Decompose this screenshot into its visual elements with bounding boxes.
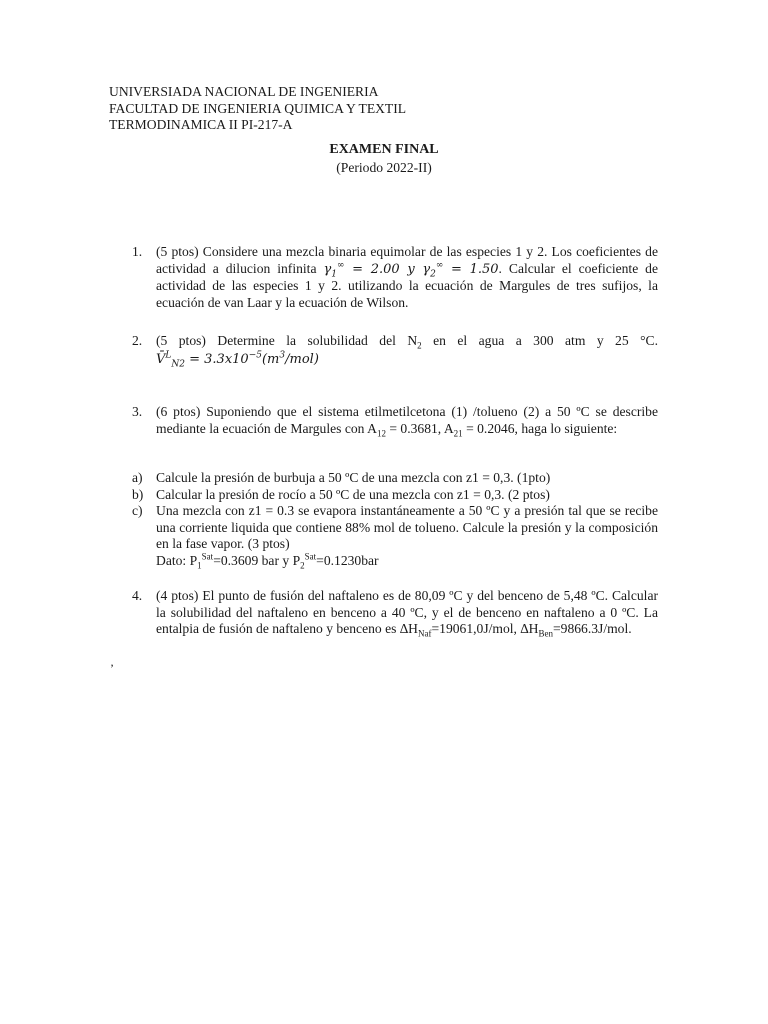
question-number: 3. xyxy=(132,404,143,419)
exam-title-block xyxy=(0,142,768,176)
stray-mark: ’ xyxy=(110,661,114,675)
question-number: 4. xyxy=(132,588,143,603)
subitem-c xyxy=(132,503,658,569)
question-3 xyxy=(132,404,658,437)
question-number: 1. xyxy=(132,244,143,259)
question-2 xyxy=(132,333,658,368)
question-text xyxy=(156,333,658,368)
activity-coefficients-formula: $\gamma_1^\infty = 2.00$ y $\gamma_2^\infty = 1.50$ xyxy=(323,260,499,280)
question-text xyxy=(156,244,658,311)
question-1 xyxy=(132,244,658,311)
subitem-text: Calcule la presión de burbuja a 50 ºC de una mezcla con z1 = 0,3. (1pto) xyxy=(156,470,551,485)
question-text-part-b: . Calcular el coeficiente de actividad de las especies 1 y 2. utilizando la ecuación de Margules de tres sufijos, la ecuación de van Laar y la ecuación de Wilson. xyxy=(156,260,659,310)
university-name: UNIVERSIADA NACIONAL DE INGENIERIA xyxy=(109,84,379,99)
subitem-text: Calcular la presión de rocío a 50 ºC de una mezcla con z1 = 0,3. (2 ptos) xyxy=(156,487,550,502)
question-text: (6 ptos) Suponiendo que el sistema etilmetilcetona (1) /tolueno (2) a 50 ºC se describe mediante la ecuación de Margules con $A_{12} = 0.3681$, $A_{21} = 0.2046$, haga lo siguiente: xyxy=(156,404,658,439)
institution-header xyxy=(109,84,406,134)
subitem-b xyxy=(132,487,658,504)
exam-period: (Periodo 2022-II) xyxy=(336,159,432,175)
course-name: TERMODINAMICA II PI-217-A xyxy=(109,117,293,132)
subitem-label: c) xyxy=(132,503,143,518)
molar-volume-formula: V̄$^L_{N2}$ = $3.3x10^{-5}(m^3/mol)$ xyxy=(156,350,319,370)
subitem-label: b) xyxy=(132,487,144,502)
faculty-name: FACULTAD DE INGENIERIA QUIMICA Y TEXTIL xyxy=(109,100,407,116)
question-number: 2. xyxy=(132,333,143,348)
exam-title: EXAMEN FINAL xyxy=(329,142,439,157)
saturation-pressure-data: Dato: $P_1^{Sat}=0.3609$ bar y $P_2^{Sat}=0.1230bar$ xyxy=(156,550,379,571)
subitem-a xyxy=(132,470,658,487)
question-text-part-a: (5 ptos) Determine la solubilidad del $N_2$ en el agua a 300 atm y 25 °C. xyxy=(156,333,658,351)
question-4 xyxy=(132,588,658,638)
subitem-text: Una mezcla con z1 = 0.3 se evapora instantáneamente a 50 ºC y a presión tal que se recibe una corriente liquida que contiene 88% mol de tolueno. Calcule la presión y la composición en la fase vapor. (3 ptos) xyxy=(156,503,658,551)
question-text: (4 ptos) El punto de fusión del naftaleno es de 80,09 ºC y del benceno de 5,48 ºC. Calcular la solubilidad del naftaleno en benceno a 40 ºC, y el de benceno en naftaleno a 0 ºC. La entalpia de fusión de naftaleno y benceno es $\Delta H_{Naf}=19061,0J$/mol, $\Delta H_{Ben}=9866.3J$/mol. xyxy=(156,588,658,639)
question-text-part-a: (5 ptos) Considere una mezcla binaria equimolar de las especies 1 y 2. Los coeficientes de actividad a dilucion infinita xyxy=(156,244,658,276)
subitem-label: a) xyxy=(132,470,143,485)
